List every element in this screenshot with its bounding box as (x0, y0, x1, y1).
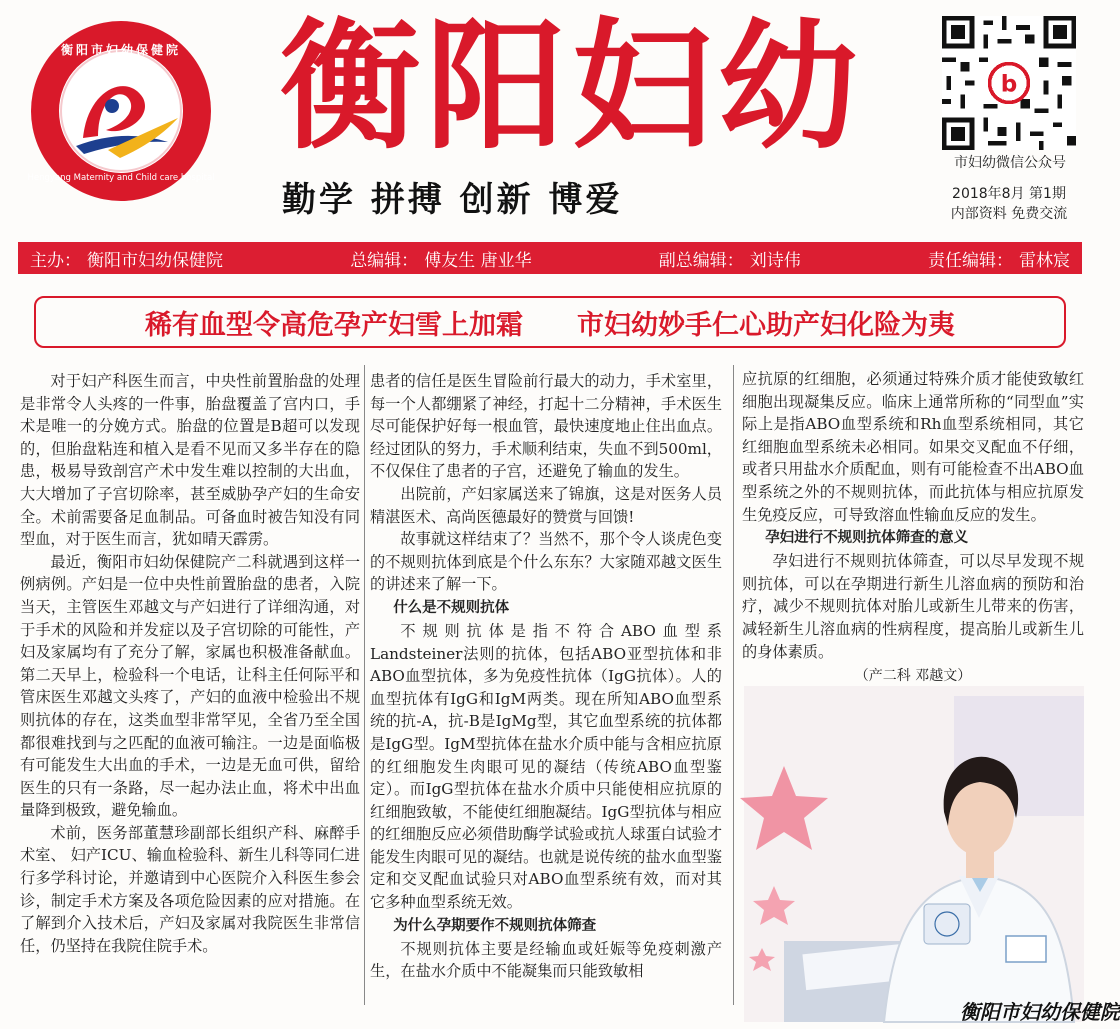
newspaper-title: 衡阳妇幼 (279, 5, 864, 169)
headline-part-1: 稀有血型令高危孕产妇雪上加霜 (145, 309, 523, 341)
column-divider (364, 365, 365, 1005)
newspaper-motto: 勤学 拼搏 创新 博爱 (282, 180, 623, 220)
deputy-editor-label: 副总编辑： (658, 250, 744, 271)
responsible-editor-value: 雷林宸 (1018, 250, 1070, 271)
deputy-editor-item (659, 246, 801, 271)
wechat-qr-code (942, 16, 1076, 150)
article-headline (34, 296, 1066, 348)
section-heading: 孕妇进行不规则抗体筛查的意义 (765, 530, 969, 547)
responsible-editor-item (928, 246, 1070, 271)
article-column-1 (20, 370, 360, 957)
article-byline: （产二科 邓越文） (854, 668, 972, 685)
svg-text:Hengyang Maternity and Child c: Hengyang Maternity and Child care hospital (27, 173, 215, 183)
issue-info (926, 184, 1092, 224)
sponsor-label: 主办： (30, 250, 81, 271)
chief-editor-item (350, 246, 531, 271)
chief-editor-label: 总编辑： (350, 250, 419, 271)
chief-editor-value: 傅友生 唐业华 (424, 250, 532, 271)
qr-caption: 市妇幼微信公众号 (954, 155, 1066, 171)
headline-part-2: 市妇幼妙手仁心助产妇化险为夷 (577, 309, 955, 341)
section-heading: 什么是不规则抗体 (393, 599, 510, 616)
paragraph: 最近，衡阳市妇幼保健院产二科就遇到这样一例病例。产妇是一位中央性前置胎盘的患者，入院当天，主管医生邓越文与产妇进行了详细沟通，对于手术的风险和并发症以及子宫切除的可能性，产妇及家属均有了充分了解，家属也积极准备献血。第二天早上，检验科一个电话，让科主任何际平和管床医生邓越文头疼了，产妇的血液中检验出不规则抗体的存在，这类血型非常罕见，全省乃至全国都很难找到与之匹配的血液可输注。一边是面临极有可能发生大出血的手术，一边是无血可供，留给医生的只有一条路，尽一起办法止血，将术中出血量降到极致，避免输血。 (20, 552, 360, 820)
watermark-signature: 衡阳市妇幼保健院 (960, 1000, 1120, 1024)
hospital-logo (28, 18, 214, 204)
paragraph: 故事就这样结束了？当然不，那个令人谈虎色变的不规则抗体到底是个什么东东？大家随邓越文医生的讲述来了解一下。 (370, 530, 722, 594)
paragraph: 应抗原的红细胞，必须通过特殊介质才能使致敏红细胞出现凝集反应。临床上通常所称的“同型血”实际上是指ABO血型系统和Rh血型系统相同，其它红细胞血型系统未必相同。如果交叉配血不仔细，或者只用盐水介质配血，则有可能检查不出ABO血型系统之外的不规则抗体，而此抗体与相应抗原发生免疫反应，可导致溶血性输血反应的发生。 (742, 370, 1084, 524)
paragraph: 术前，医务部董慧珍副部长组织产科、麻醉手术室、 妇产ICU、输血检验科、新生儿科等同仁进行多学科讨论，并邀请到中心医院介入科医生参会诊，制定手术方案及各项危险因素的应对措施。在了解到介入技术后，产妇及家属对我院医生非常信任，仍坚持在我院住院手术。 (20, 823, 360, 955)
svg-text:b: b (1000, 71, 1018, 98)
sponsor-item (30, 246, 223, 271)
doctor-photo (744, 686, 1084, 1022)
paragraph: 对于妇产科医生而言，中央性前置胎盘的处理是非常令人头疼的一件事，胎盘覆盖了宫内口，手术是唯一的分娩方式。胎盘的位置是B超可以发现的，但胎盘粘连和植入是看不见而又多半存在的隐患，极易导致剖宫产术中发生难以控制的大出血，大大增加了子宫切除率，甚至威胁孕产妇的生命安全。术前需要备足血制品。可备血时被告知没有同型血，对于医生而言，犹如晴天霹雳。 (20, 372, 360, 549)
distribution-note: 内部资料 免费交流 (950, 206, 1068, 222)
paragraph: 孕妇进行不规则抗体筛查，可以尽早发现不规则抗体，可以在孕期进行新生儿溶血病的预防和治疗，减少不规则抗体对胎儿或新生儿带来的伤害，减轻新生儿溶血病的性病程度，提高胎儿或新生儿的身体素质。 (742, 552, 1084, 661)
sponsor-value: 衡阳市妇幼保健院 (87, 250, 223, 271)
paragraph: 患者的信任是医生冒险前行最大的动力，手术室里，每一个人都绷紧了神经，打起十二分精神，手术医生尽可能保护好每一根血管，最快速度地止住出血点。经过团队的努力，手术顺利结束，失血不到500ml，不仅保住了患者的子宫，还避免了输血的发生。 (370, 372, 722, 481)
paragraph: 出院前，产妇家属送来了锦旗，这是对医务人员精湛医术、高尚医德最好的赞赏与回馈! (370, 484, 722, 526)
section-heading: 为什么孕期要作不规则抗体筛查 (393, 917, 597, 934)
article-column-3 (742, 368, 1084, 688)
paragraph: 不规则抗体是指不符合ABO血型系Landsteiner法则的抗体，包括ABO亚型抗体和非ABO血型抗体，多为免疫性抗体（IgG抗体）。人的血型抗体有IgG和IgM两类。现在所知ABO血型系统的抗-A，抗-B是IgMg型，其它血型系统的抗体都是IgG型。IgM型抗体在盐水介质中能与含相应抗原的红细胞发生肉眼可见的凝结（传统ABO血型鉴定）。而IgG型抗体在盐水介质中只能使相应抗原的红细胞致敏，不能使红细胞凝结。IgG型抗体与相应的红细胞反应必须借助酶学试验或抗人球蛋白试验才能发生肉眼可见的凝结。也就是说传统的盐水血型鉴定和交叉配血试验只对ABO血型系统有效，而对其它多种血型系统无效。 (370, 621, 722, 912)
deputy-editor-value: 刘诗伟 (749, 250, 801, 271)
paragraph: 不规则抗体主要是经输血或妊娠等免疫刺激产生，在盐水介质中不能凝集而只能致敏相 (370, 939, 722, 981)
svg-text:衡阳市妇幼保健院: 衡阳市妇幼保健院 (60, 43, 182, 57)
column-divider (733, 365, 734, 1005)
issue-line: 2018年8月 第1期 (952, 186, 1066, 202)
responsible-editor-label: 责任编辑： (927, 250, 1013, 271)
article-column-2 (370, 370, 722, 983)
editorial-banner (18, 242, 1082, 274)
